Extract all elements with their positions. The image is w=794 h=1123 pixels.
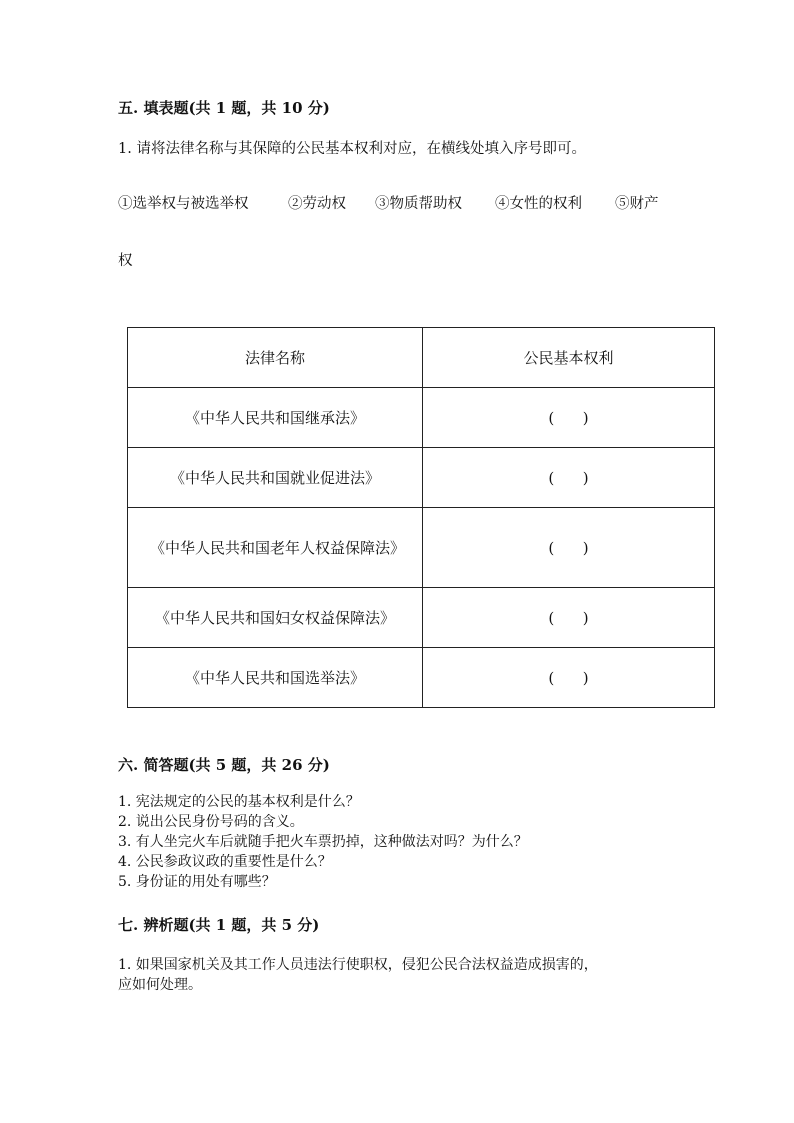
short-question-1: 1. 宪法规定的公民的基本权利是什么？ bbox=[118, 794, 360, 810]
section7-heading: 七. 辨析题(共 1 题，共 5 分) bbox=[118, 916, 320, 934]
table-row bbox=[128, 648, 715, 708]
answer-blank[interactable]: ( ) bbox=[548, 608, 589, 627]
law-name: 《中华人民共和国妇女权益保障法》 bbox=[154, 608, 395, 627]
law-name: 《中华人民共和国选举法》 bbox=[184, 668, 365, 687]
section5-question: 1. 请将法律名称与其保障的公民基本权利对应，在横线处填入序号即可。 bbox=[118, 141, 586, 157]
answer-blank[interactable]: ( ) bbox=[548, 538, 589, 557]
analysis-question-line1: 1. 如果国家机关及其工作人员违法行使职权，侵犯公民合法权益造成损害的， bbox=[118, 957, 598, 973]
section5-heading: 五. 填表题(共 1 题，共 10 分) bbox=[118, 99, 330, 117]
law-rights-table bbox=[127, 327, 715, 708]
option-4: ④女性的权利 bbox=[495, 196, 582, 212]
table-row bbox=[128, 508, 715, 588]
table-row bbox=[128, 588, 715, 648]
answer-blank[interactable]: ( ) bbox=[548, 668, 589, 687]
short-question-4: 4. 公民参政议政的重要性是什么？ bbox=[118, 854, 332, 870]
option-2: ②劳动权 bbox=[288, 196, 346, 212]
section6-heading: 六. 简答题(共 5 题，共 26 分) bbox=[118, 756, 330, 774]
table-header-row bbox=[128, 328, 715, 388]
header-law-name: 法律名称 bbox=[128, 328, 423, 388]
table-row bbox=[128, 388, 715, 448]
law-name: 《中华人民共和国就业促进法》 bbox=[169, 468, 380, 487]
short-question-5: 5. 身份证的用处有哪些？ bbox=[118, 874, 276, 890]
law-name: 《中华人民共和国继承法》 bbox=[184, 408, 365, 427]
option-5-wrap: 权 bbox=[118, 253, 133, 269]
law-name: 《中华人民共和国老年人权益保障法》 bbox=[149, 538, 405, 557]
short-question-3: 3. 有人坐完火车后就随手把火车票扔掉，这种做法对吗？为什么？ bbox=[118, 834, 528, 850]
option-5: ⑤财产 bbox=[615, 196, 659, 212]
answer-blank[interactable]: ( ) bbox=[548, 468, 589, 487]
table-row bbox=[128, 448, 715, 508]
answer-blank[interactable]: ( ) bbox=[548, 408, 589, 427]
header-basic-rights: 公民基本权利 bbox=[422, 328, 714, 388]
short-question-2: 2. 说出公民身份号码的含义。 bbox=[118, 814, 304, 830]
option-3: ③物质帮助权 bbox=[375, 196, 462, 212]
option-1: ①选举权与被选举权 bbox=[118, 196, 249, 212]
analysis-question-line2: 应如何处理。 bbox=[118, 977, 202, 993]
